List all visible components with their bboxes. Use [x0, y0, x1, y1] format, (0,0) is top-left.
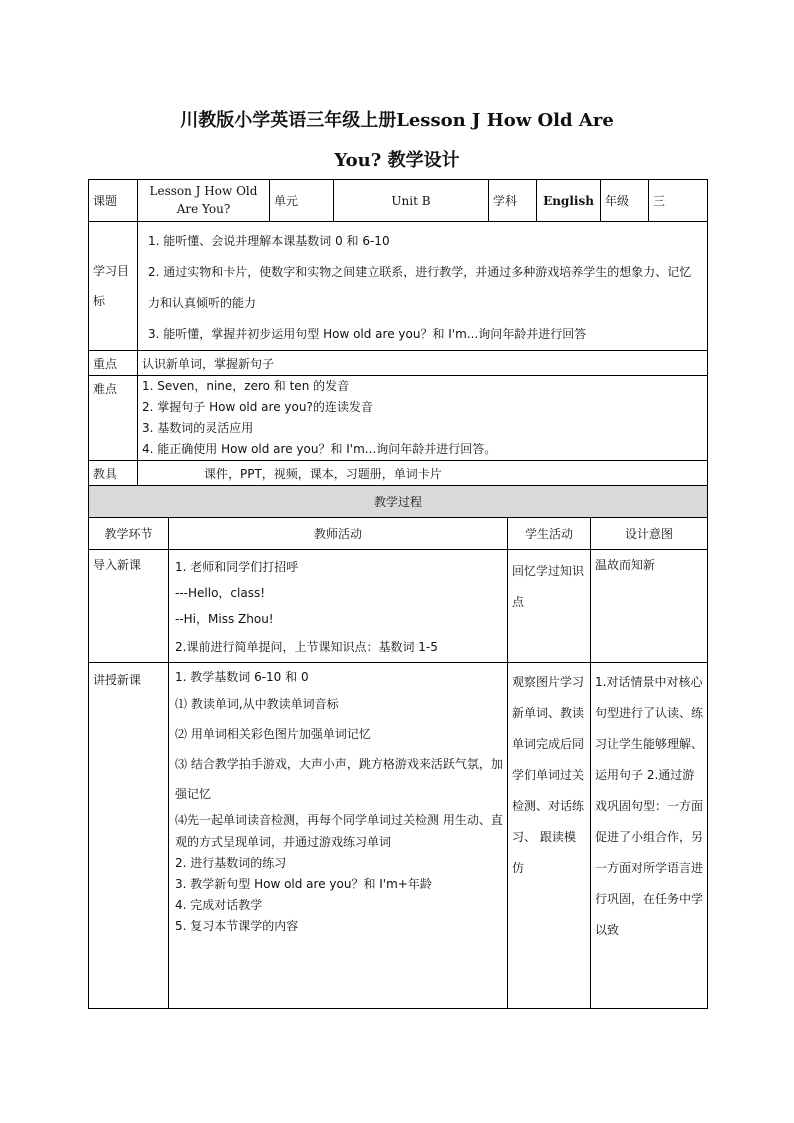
difficulty-content	[138, 376, 708, 461]
teach-teacher-line: 5. 复习本节课学的内容	[175, 919, 299, 933]
difficulty-item: 3. 基数词的灵活应用	[142, 421, 254, 435]
teaching-process-table	[88, 485, 708, 1009]
difficulty-item: 2. 掌握句子 How old are you?的连读发音	[142, 400, 373, 414]
teach-design-intent: 1.对话情景中对核心句型进行了认读、练习让学生能够理解、运用句子 2.通过游戏巩固句型：一方面促进了小组合作，另一方面对所学语言进行巩固，在任务中学以致	[591, 663, 708, 1009]
teach-teacher-line: 4. 完成对话教学	[175, 898, 263, 912]
intro-teacher-line: 1. 老师和同学们打招呼	[175, 560, 299, 574]
process-heading-row	[89, 486, 708, 518]
teach-teacher-line: ⑶ 结合教学拍手游戏，大声小声，跳方格游戏来活跃气氛，加强记忆	[175, 757, 503, 801]
objective-item: 2. 通过实物和卡片，使数字和实物之间建立联系，进行教学，并通过多种游戏培养学生的想象力、记忆力和认真倾听的能力	[148, 265, 692, 310]
intro-row	[89, 550, 708, 663]
unit-value: Unit B	[334, 180, 489, 222]
tools-row	[89, 461, 708, 487]
difficulty-item: 4. 能正确使用 How old are you？和 I'm...询问年龄并进行回答。	[142, 442, 497, 456]
grade-label: 年级	[601, 180, 649, 222]
lesson-info-table	[88, 179, 708, 487]
objectives-content	[138, 222, 708, 351]
col-header-student: 学生活动	[508, 518, 591, 550]
col-header-teacher: 教师活动	[169, 518, 508, 550]
focus-label: 重点	[89, 351, 138, 376]
lesson-header-row	[89, 180, 708, 222]
teach-teacher-line: 2. 进行基数词的练习	[175, 856, 287, 870]
objectives-label: 学习目标	[89, 222, 138, 351]
objectives-row	[89, 222, 708, 351]
process-heading: 教学过程	[89, 486, 708, 518]
topic-value: Lesson J How Old Are You?	[138, 180, 270, 222]
difficulty-item: 1. Seven，nine，zero 和 ten 的发音	[142, 379, 350, 393]
objective-item: 1. 能听懂、会说并理解本课基数词 0 和 6-10	[148, 234, 390, 248]
intro-teacher-line: --Hi，Miss Zhou!	[175, 612, 274, 626]
teach-row	[89, 663, 708, 1009]
grade-value: 三	[649, 180, 708, 222]
topic-label: 课题	[89, 180, 138, 222]
difficulty-label: 难点	[89, 376, 138, 461]
teach-teacher-line: ⑵ 用单词相关彩色图片加强单词记忆	[175, 727, 371, 741]
subject-label: 学科	[489, 180, 537, 222]
teach-student-activity: 观察图片学习新单词、教读单词完成后同学们单词过关检测、对话练习、 跟读模仿	[508, 663, 591, 1009]
col-header-stage: 教学环节	[89, 518, 169, 550]
col-header-intent: 设计意图	[591, 518, 708, 550]
teach-teacher-line: 3. 教学新句型 How old are you？和 I'm+年龄	[175, 877, 432, 891]
intro-teacher-line: ---Hello，class!	[175, 586, 266, 600]
intro-stage: 导入新课	[89, 550, 169, 663]
teach-teacher-line: ⑴ 教读单词,从中教读单词音标	[175, 697, 339, 711]
unit-label: 单元	[270, 180, 334, 222]
document-title-line2: You? 教学设计	[334, 150, 460, 171]
subject-value: English	[537, 180, 601, 222]
document-title-line1: 川教版小学英语三年级上册Lesson J How Old Are	[180, 110, 614, 131]
process-column-headers	[89, 518, 708, 550]
intro-student-activity: 回忆学过知识点	[508, 550, 591, 663]
tools-value: 课件，PPT，视频，课本，习题册，单词卡片	[138, 461, 708, 487]
teach-teacher-line: ⑷先一起单词读音检测，再每个同学单词过关检测 用生动、直观的方式呈现单词，并通过游戏练习单词	[175, 813, 503, 849]
objective-item: 3. 能听懂，掌握并初步运用句型 How old are you？和 I'm...询问年龄并进行回答	[148, 327, 587, 341]
focus-value: 认识新单词，掌握新句子	[138, 351, 708, 376]
teach-teacher-activity	[169, 663, 508, 1009]
focus-row	[89, 351, 708, 376]
intro-teacher-activity	[169, 550, 508, 663]
intro-design-intent: 温故而知新	[591, 550, 708, 663]
intro-teacher-line: 2.课前进行简单提问，上节课知识点：基数词 1-5	[175, 640, 438, 654]
difficulty-row	[89, 376, 708, 461]
teach-stage: 讲授新课	[89, 663, 169, 1009]
tools-label: 教具	[89, 461, 138, 487]
teach-teacher-line: 1. 教学基数词 6-10 和 0	[175, 670, 309, 684]
